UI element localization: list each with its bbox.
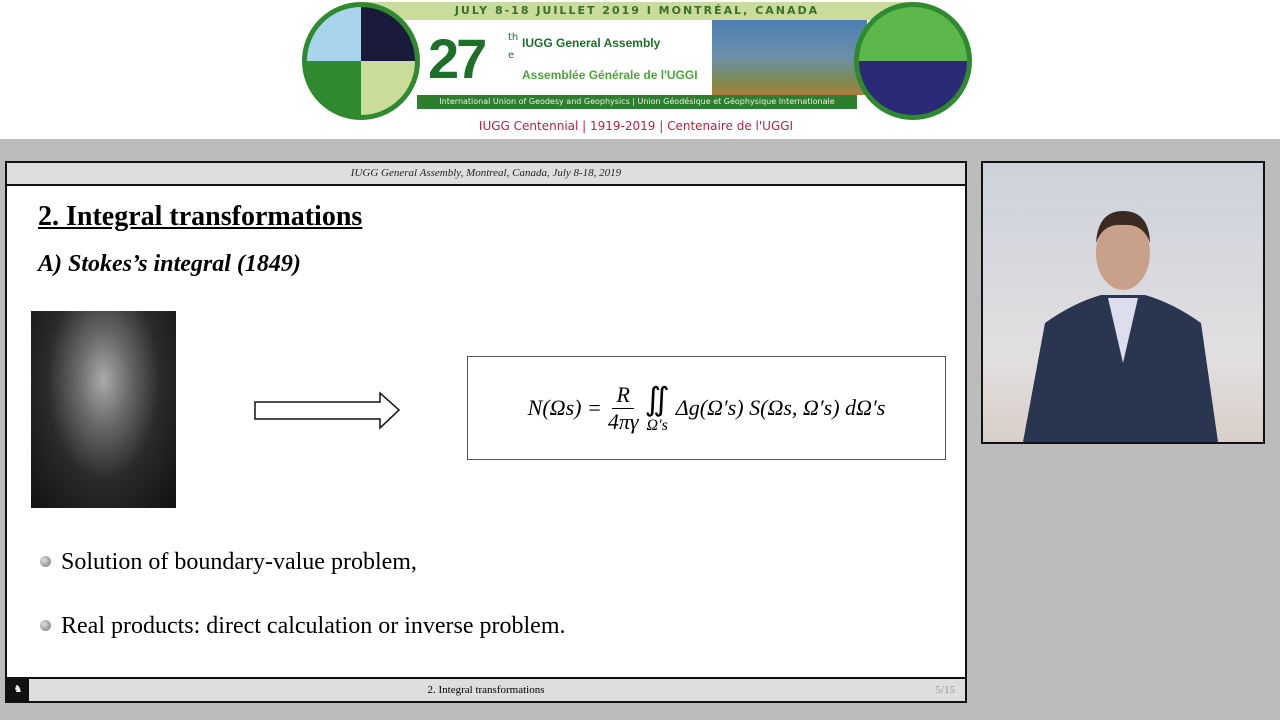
iugg-logo [854,2,972,120]
speaker-video [981,161,1265,444]
bullet-icon [40,620,51,631]
montreal-image [712,20,867,95]
presentation-slide [5,161,967,703]
slide-header: IUGG General Assembly, Montreal, Canada, July 8-18, 2019 [7,163,965,186]
footer-section: 2. Integral transformations [427,684,545,696]
bullet-item [40,549,417,576]
centennial-text: IUGG Centennial | 1919-2019 | Centenaire de l'UGGI [478,119,794,133]
page-number: 5/15 [935,684,955,696]
conference-banner [0,0,1280,139]
formula-fraction [608,382,639,435]
double-integral: ∬ [644,381,670,417]
edition-number: 27 [428,27,485,90]
union-name: International Union of Geodesy and Geophysics | Union Géodésique et Géophysique Internationale [417,95,857,109]
speaker-figure [983,163,1263,442]
formula-numerator: R [612,382,633,409]
integral-domain: Ω′s [646,417,668,434]
university-logo-icon: ♞ [7,679,29,701]
title-fr: Assemblée Générale de l'UGGI [522,68,698,82]
stokes-portrait [31,311,176,508]
slide-footer [7,677,965,701]
formula-rhs: Δg(Ω′s) S(Ωs, Ω′s) dΩ′s [675,395,886,420]
slide-subtitle: A) Stokes’s integral (1849) [38,251,301,277]
edition-suffix: th [508,32,519,43]
slide-title: 2. Integral transformations [38,201,363,232]
bullet-icon [40,556,51,567]
iugg-ga-logo [302,2,420,120]
bullet-text: Real products: direct calculation or inverse problem. [61,613,566,639]
integral-block [645,381,670,435]
bullet-item [40,613,566,640]
edition-suffix-fr: e [508,50,515,61]
bullet-text: Solution of boundary-value problem, [61,549,417,575]
formula-lhs: N(Ωs) = [527,395,602,420]
stokes-formula [467,356,946,460]
title-en: IUGG General Assembly [522,36,661,50]
right-arrow-icon [254,391,404,431]
banner-dates: JULY 8-18 JUILLET 2019 I MONTRÉAL, CANADA [357,2,917,20]
formula-denominator: 4πγ [607,408,639,434]
